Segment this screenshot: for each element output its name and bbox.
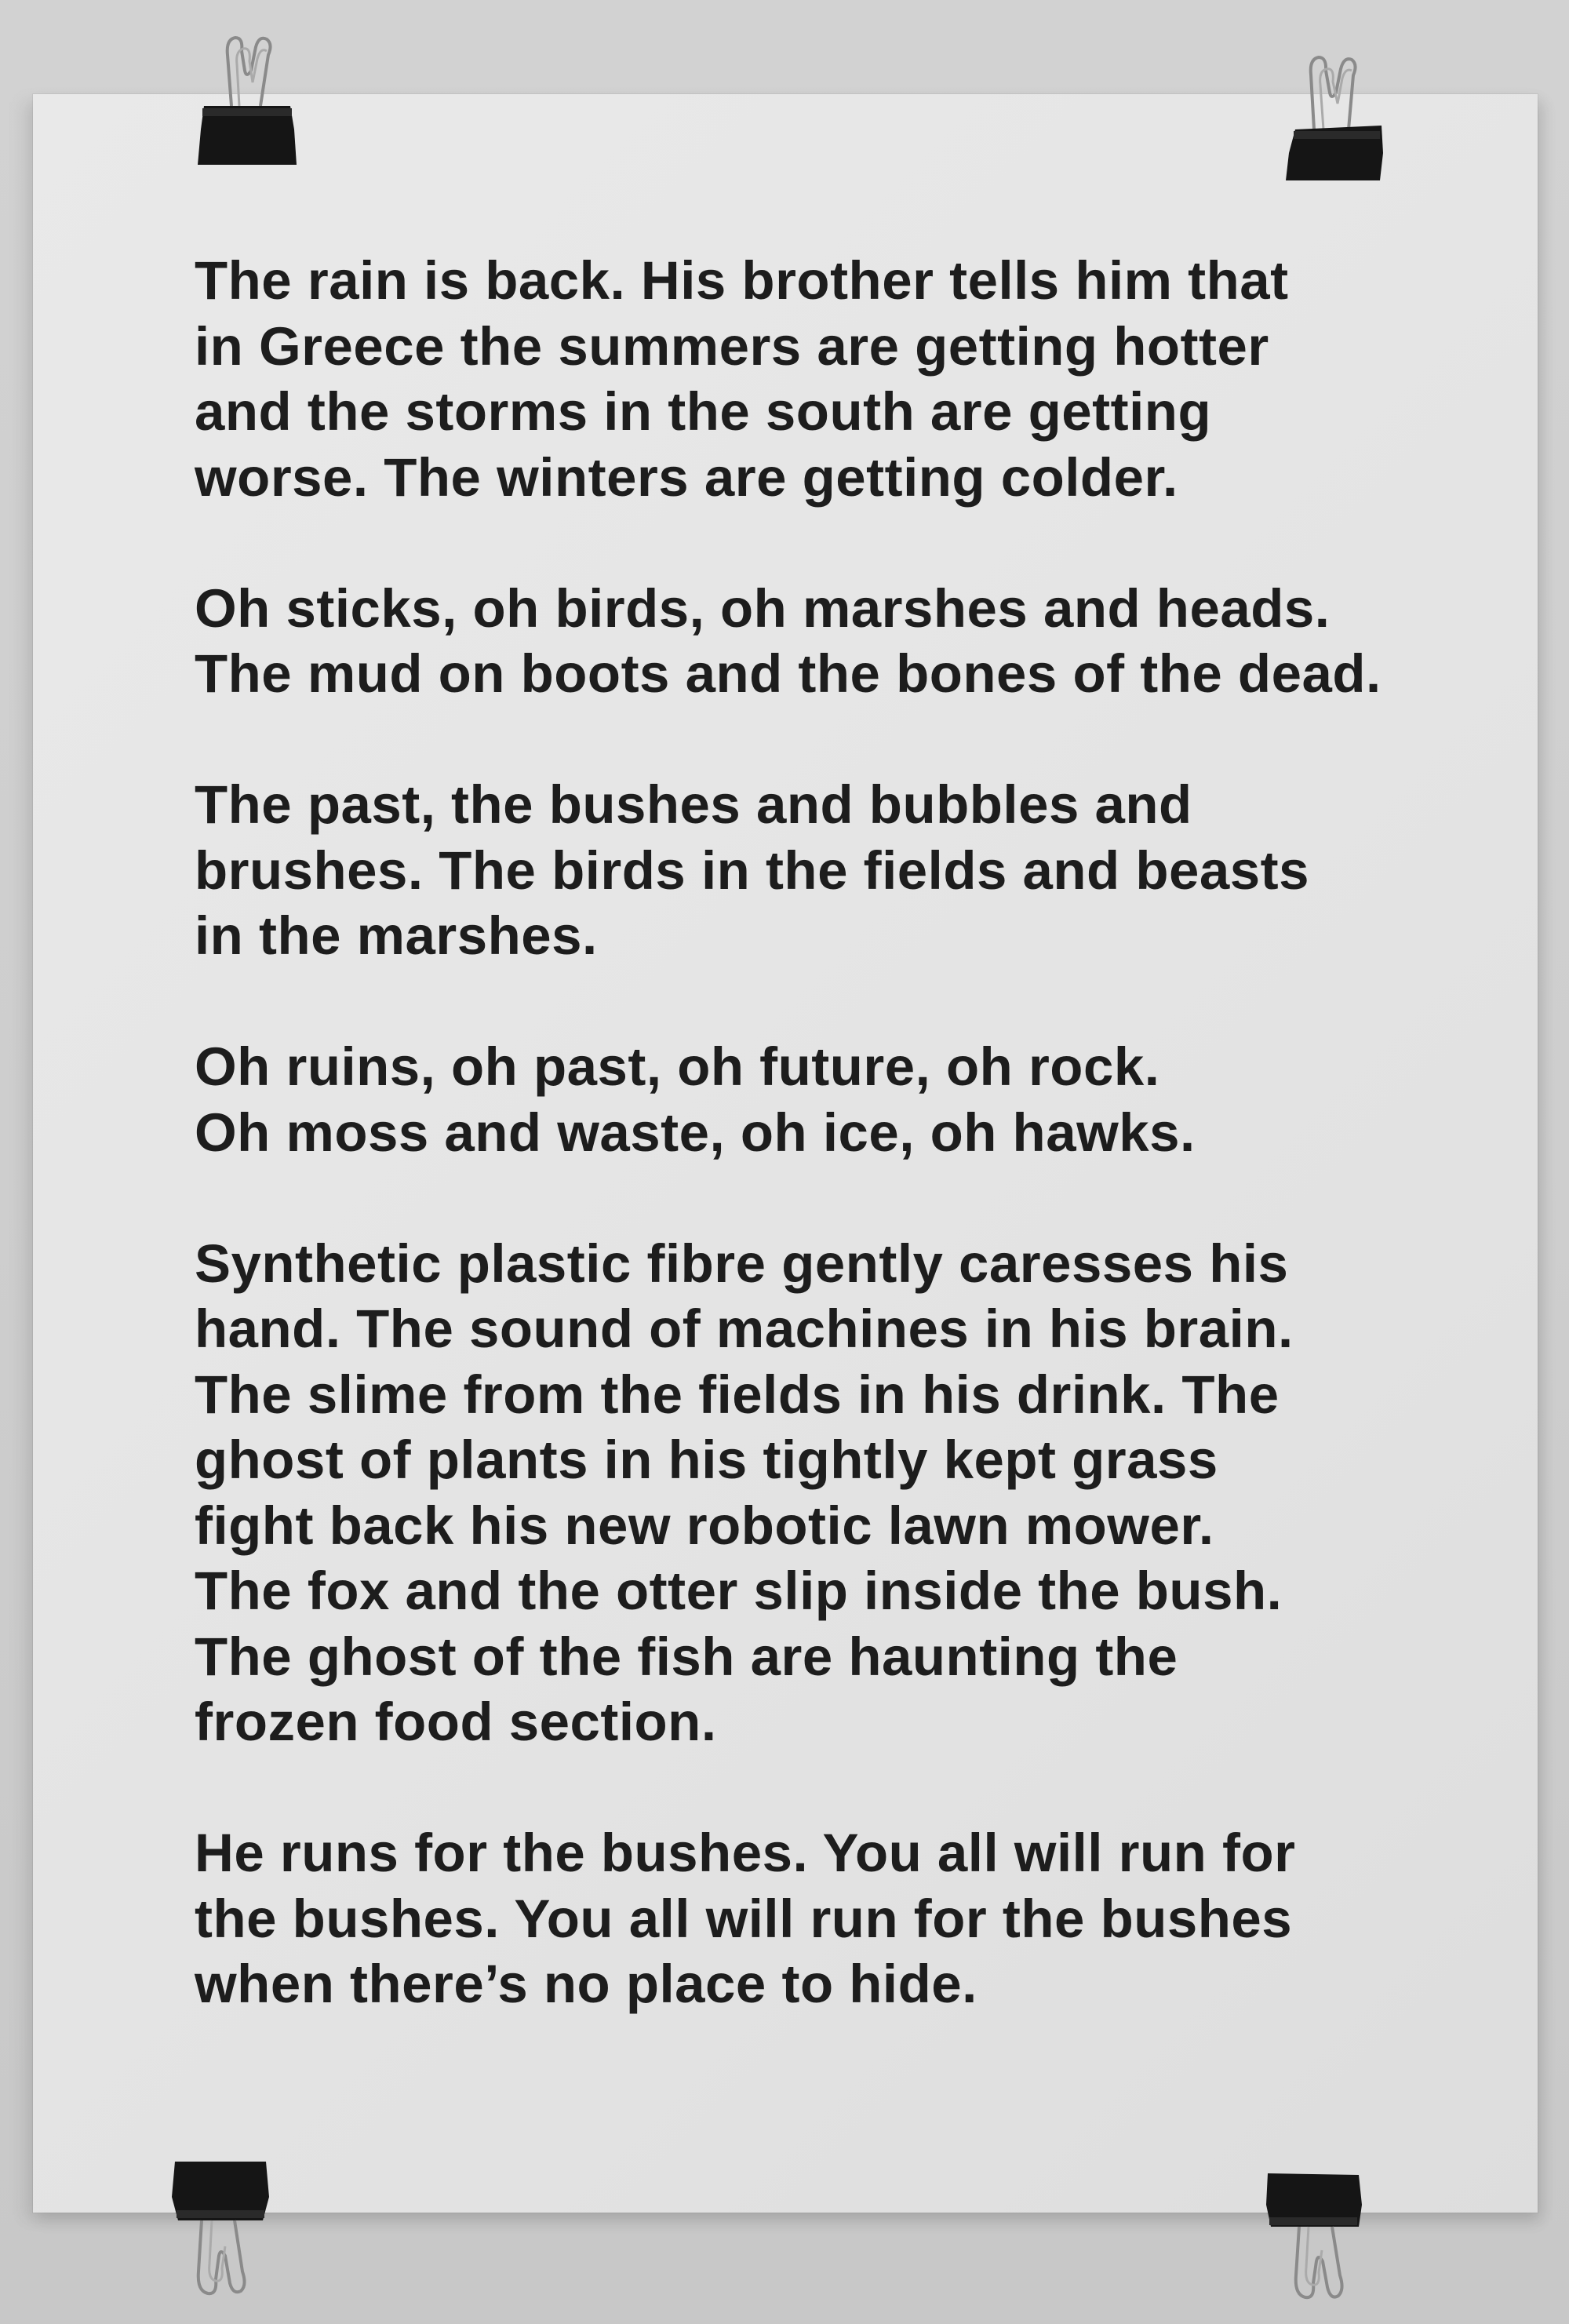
binder-clip-icon: [1283, 31, 1385, 188]
binder-clip-bottom-left: [169, 2154, 271, 2311]
poem-line: The past, the bushes and bubbles and: [195, 774, 1192, 835]
poem-line: The rain is back. His brother tells him that: [195, 250, 1289, 311]
poem-line: worse. The winters are getting colder.: [195, 446, 1178, 508]
poem-line: The mud on boots and the bones of the dead.: [195, 643, 1382, 704]
poem-line: The fox and the otter slip inside the bush.: [195, 1561, 1283, 1621]
poem-line: Oh moss and waste, oh ice, oh hawks.: [195, 1102, 1196, 1163]
poem-line: the bushes. You all will run for the bushes: [195, 1888, 1293, 1949]
poem-line: Synthetic plastic fibre gently caresses his: [195, 1233, 1289, 1294]
binder-clip-bottom-right: [1263, 2166, 1365, 2322]
poem-line: The slime from the fields in his drink. The: [195, 1364, 1280, 1425]
poem-line: He runs for the bushes. You all will run for: [195, 1823, 1296, 1883]
stanza-4: [195, 1034, 1497, 1165]
poem-line: The ghost of the fish are haunting the: [195, 1626, 1178, 1687]
poem-line: frozen food section.: [195, 1692, 717, 1752]
binder-clip-icon: [196, 16, 298, 173]
poem-line: Oh sticks, oh birds, oh marshes and heads.: [195, 577, 1331, 639]
poem-line: in the marshes.: [195, 905, 598, 966]
poem-line: brushes. The birds in the fields and beasts: [195, 840, 1309, 901]
poem-line: Oh ruins, oh past, oh future, oh rock.: [195, 1036, 1160, 1097]
poem-line: and the storms in the south are getting: [195, 381, 1212, 442]
stanza-3: [195, 772, 1497, 969]
binder-clip-icon: [1263, 2166, 1365, 2322]
poem-line: in Greece the summers are getting hotter: [195, 315, 1269, 377]
stanza-1: [195, 248, 1497, 510]
poem-line: ghost of plants in his tightly kept grass: [195, 1430, 1218, 1490]
poem-line: hand. The sound of machines in his brain.: [195, 1299, 1294, 1359]
binder-clip-icon: [169, 2154, 271, 2311]
stanza-5: [195, 1231, 1497, 1755]
poem-line: when there’s no place to hide.: [195, 1954, 977, 2014]
stanza-6: [195, 1820, 1497, 2017]
poem-text: [195, 248, 1497, 2082]
poem-line: fight back his new robotic lawn mower.: [195, 1495, 1214, 1556]
binder-clip-top-right: [1283, 31, 1385, 188]
stanza-2: [195, 576, 1497, 707]
binder-clip-top-left: [196, 16, 298, 173]
